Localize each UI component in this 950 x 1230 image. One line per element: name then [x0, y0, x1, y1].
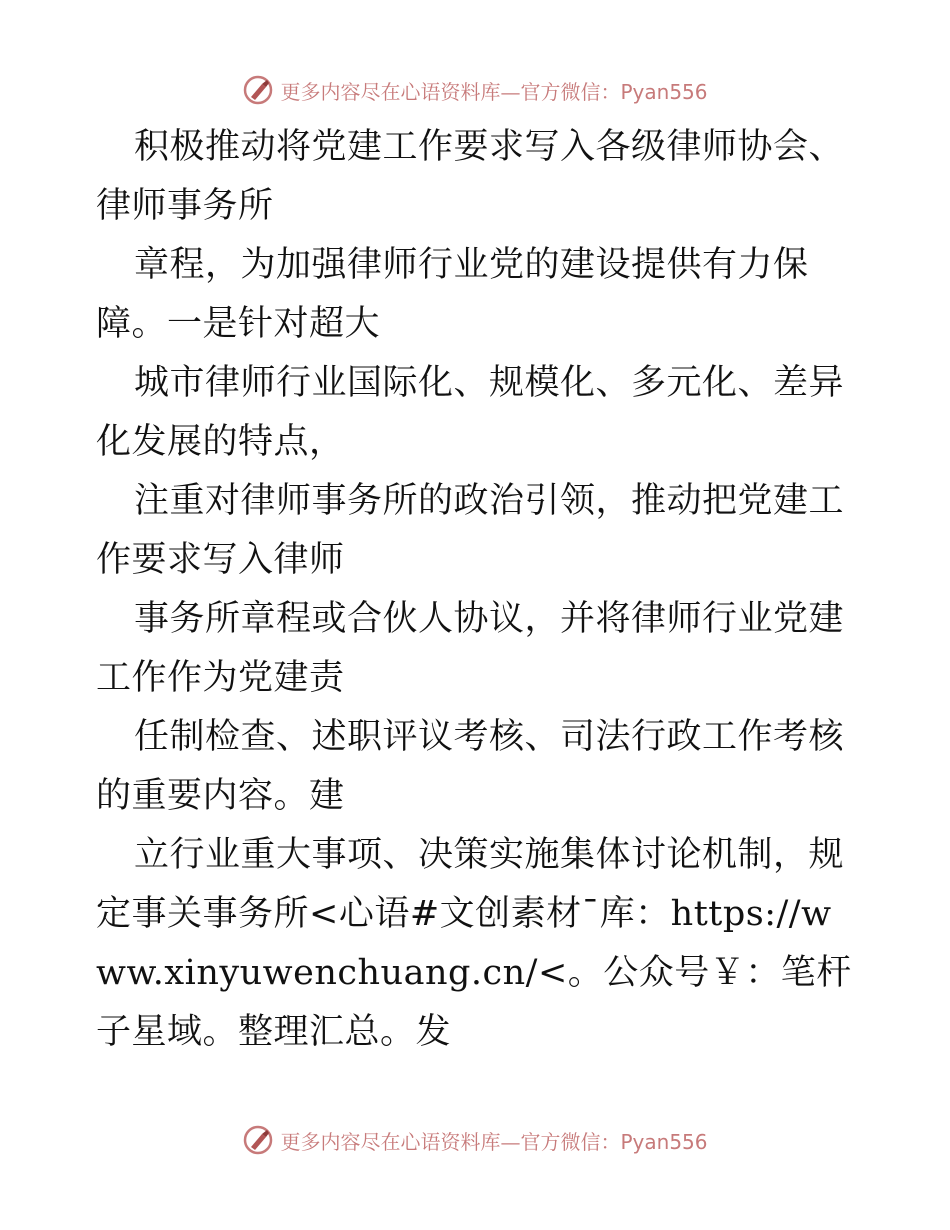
paragraph-last: [96, 826, 856, 1062]
paragraph: [96, 590, 856, 708]
paragraph: [96, 118, 856, 236]
footer-watermark: [0, 1120, 950, 1160]
paragraph-line: 域。整理汇总。发: [167, 1012, 452, 1052]
paragraph-line: 要求写入律师: [131, 540, 345, 580]
paragraph-line: 注重对律师事务所的政治引领，推动把党建工作: [96, 481, 845, 580]
paragraph-line: 积极推动将党建工作要求写入各级律师协会、律: [96, 127, 845, 226]
paragraph-line: 事关事务所<心语#文创素材¯库：https://: [131, 894, 802, 934]
header-watermark: [0, 70, 950, 110]
paragraph: [96, 708, 856, 826]
paragraph: [96, 236, 856, 354]
pen-logo-icon: [242, 74, 274, 106]
watermark-label: 更多内容尽在心语资料库—官方微信：: [280, 79, 621, 104]
watermark-handle: Pyan556: [620, 1129, 708, 1154]
paragraph-line: 事务所章程或合伙人协议，并将律师行业党建工: [96, 599, 845, 698]
paragraph-line: 一是针对超大: [167, 304, 381, 344]
watermark-text: [280, 76, 707, 105]
watermark-label: 更多内容尽在心语资料库—官方微信：: [280, 1129, 621, 1154]
paragraph-line: 作作为党建责: [131, 658, 345, 698]
paragraph-line: 章程，为加强律师行业党的建设提供有力保障。: [96, 245, 809, 344]
paragraph: [96, 472, 856, 590]
paragraph-line: 重要内容。建: [131, 776, 345, 816]
watermark-handle: Pyan556: [620, 79, 708, 104]
paragraph-line: www.xinyuwenchuang.cn/<。公众号￥：笔杆子星: [96, 894, 852, 1052]
paragraph-line: 城市律师行业国际化、规模化、多元化、差异化: [96, 363, 845, 462]
watermark-text: [280, 1126, 707, 1155]
paragraph-line: 师事务所: [131, 186, 274, 226]
paragraph-line: 立行业重大事项、决策实施集体讨论机制，规定: [96, 835, 845, 934]
paragraph-line: 任制检查、述职评议考核、司法行政工作考核的: [96, 717, 845, 816]
paragraph-line: 发展的特点，: [131, 422, 345, 462]
document-body: [96, 118, 856, 1062]
pen-logo-icon: [242, 1124, 274, 1156]
paragraph: [96, 354, 856, 472]
